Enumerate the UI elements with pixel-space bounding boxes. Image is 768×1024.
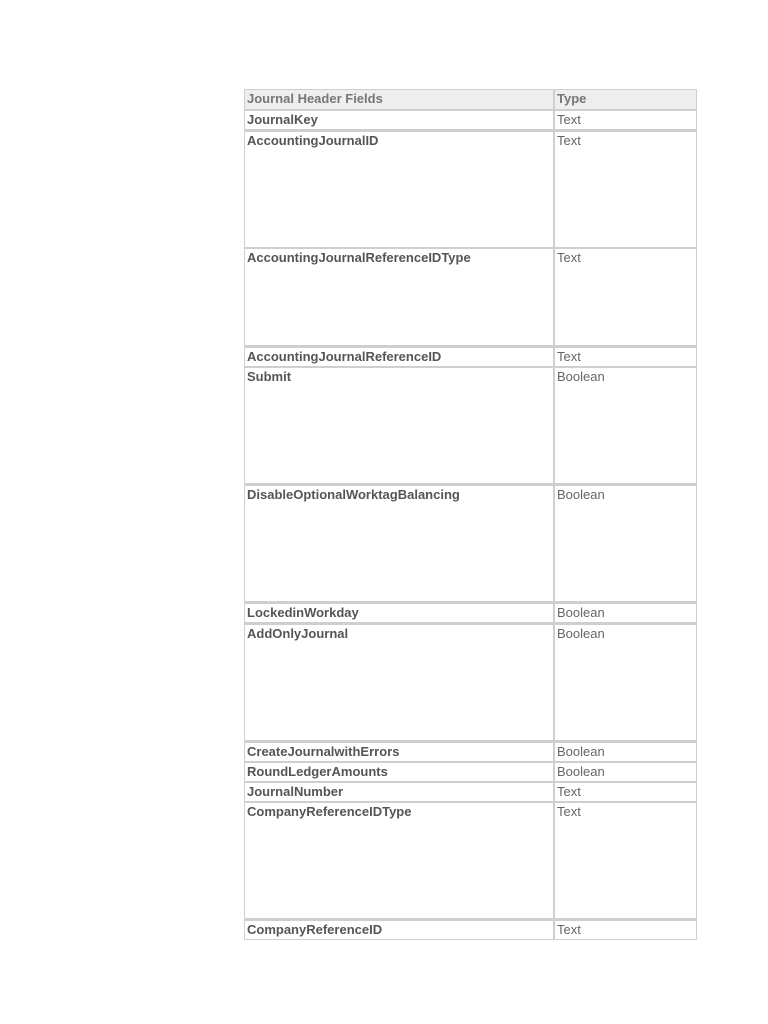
field-name-cell: CompanyReferenceIDType [244,802,554,919]
field-type-cell: Text [554,346,697,367]
column-header-fields: Journal Header Fields [244,89,554,110]
field-name-cell: JournalKey [244,110,554,130]
field-name-cell: AccountingJournalReferenceID [244,346,554,367]
field-name-cell: AccountingJournalID [244,130,554,248]
column-header-type: Type [554,89,697,110]
field-type-cell: Text [554,110,697,130]
table-row [244,782,697,802]
table-row [244,762,697,782]
journal-header-table [244,89,697,940]
journal-header-table-container [244,89,697,940]
table-row [244,367,697,484]
table-row [244,623,697,741]
field-name-cell: JournalNumber [244,782,554,802]
table-row [244,346,697,367]
table-row [244,919,697,940]
field-type-cell: Boolean [554,623,697,741]
field-name-cell: Submit [244,367,554,484]
table-row [244,130,697,248]
field-type-cell: Text [554,802,697,919]
field-type-cell: Boolean [554,484,697,602]
table-row [244,602,697,623]
table-row [244,484,697,602]
field-type-cell: Text [554,782,697,802]
table-row [244,741,697,762]
field-name-cell: LockedinWorkday [244,602,554,623]
field-name-cell: CompanyReferenceID [244,919,554,940]
field-name-cell: AccountingJournalReferenceIDType [244,248,554,346]
field-type-cell: Text [554,130,697,248]
table-row [244,110,697,130]
field-name-cell: AddOnlyJournal [244,623,554,741]
table-row [244,802,697,919]
field-type-cell: Boolean [554,762,697,782]
field-name-cell: DisableOptionalWorktagBalancing [244,484,554,602]
table-header-row [244,89,697,110]
field-type-cell: Boolean [554,367,697,484]
field-type-cell: Boolean [554,741,697,762]
field-name-cell: RoundLedgerAmounts [244,762,554,782]
field-type-cell: Text [554,248,697,346]
table-row [244,248,697,346]
field-name-cell: CreateJournalwithErrors [244,741,554,762]
field-type-cell: Boolean [554,602,697,623]
field-type-cell: Text [554,919,697,940]
